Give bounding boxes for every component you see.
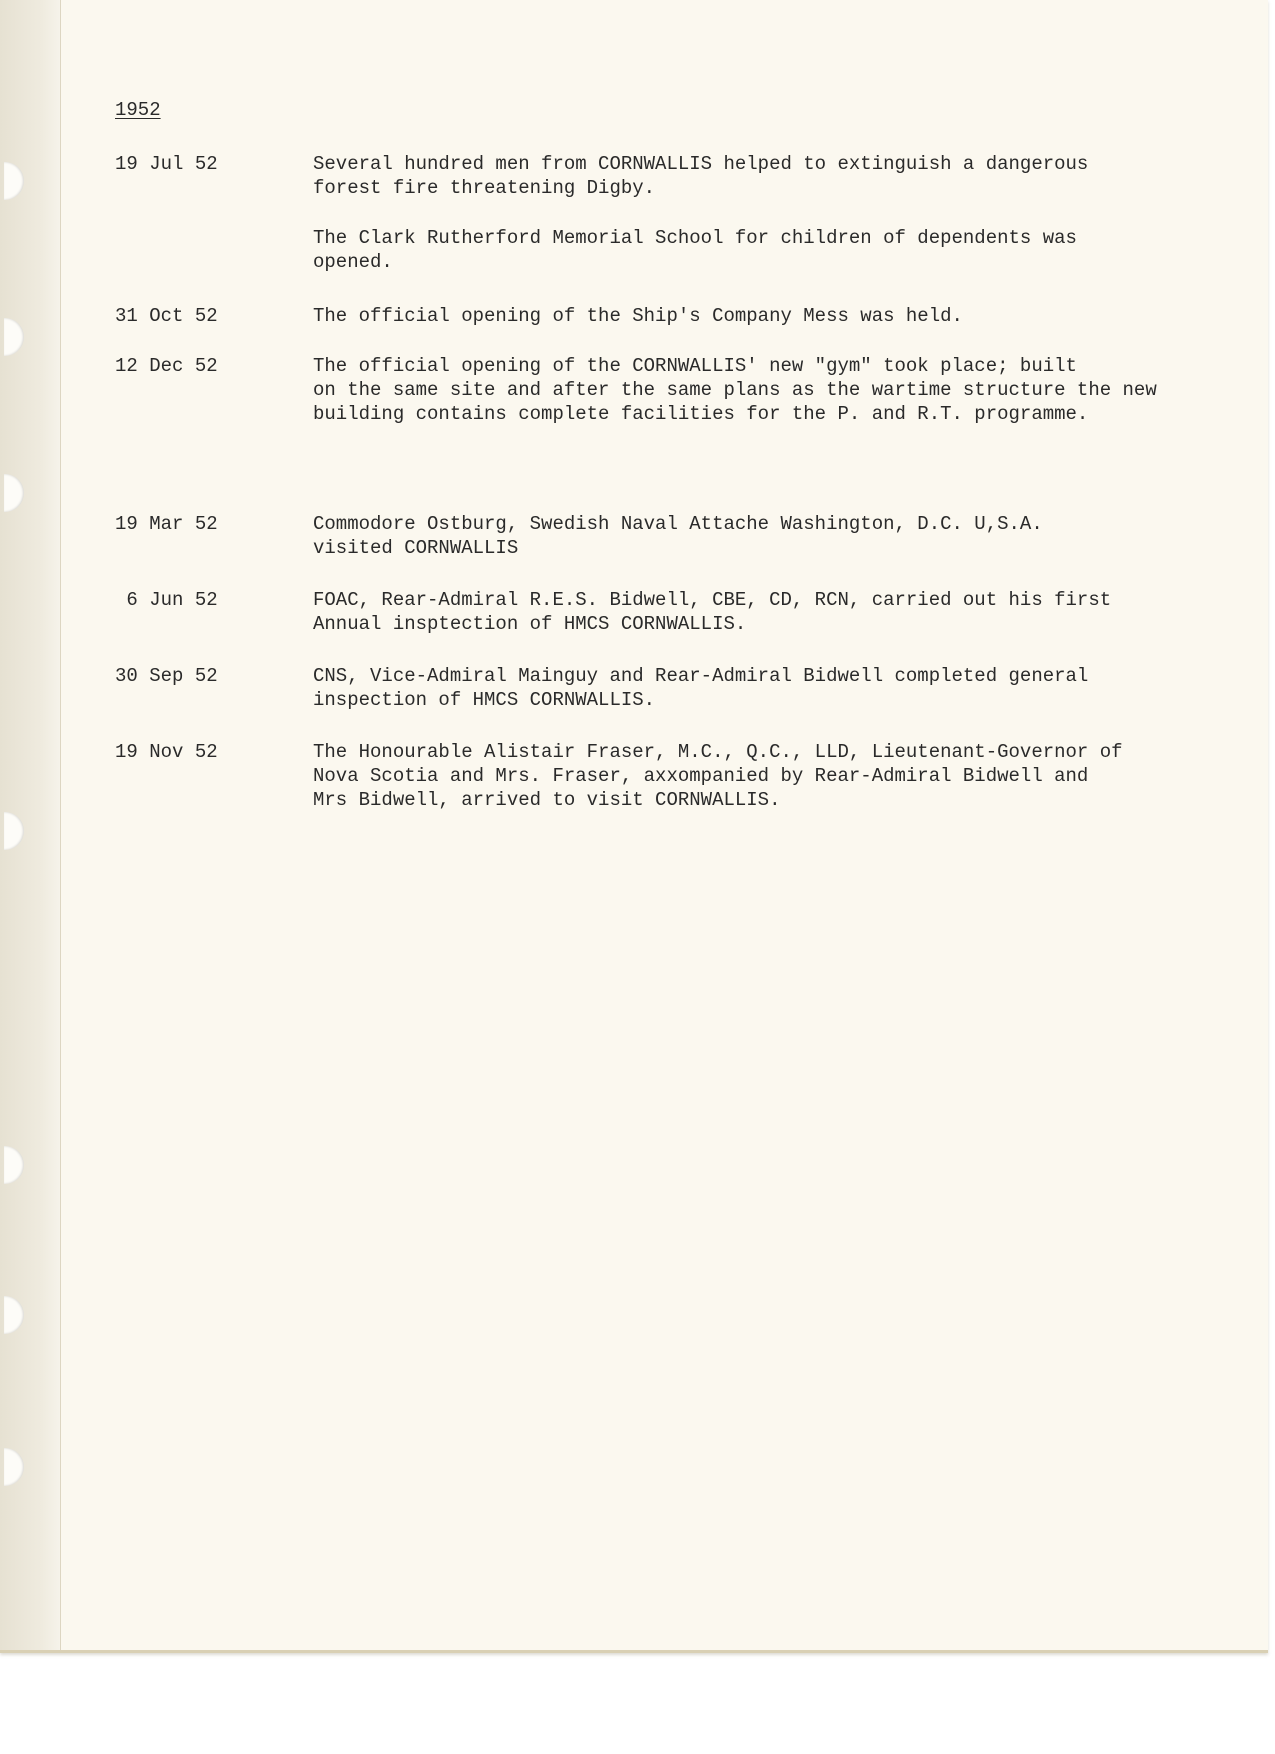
entry-line: visited CORNWALLIS	[313, 537, 519, 559]
punch-hole	[4, 1146, 24, 1184]
entry-line: opened.	[313, 251, 393, 273]
punch-hole	[4, 474, 24, 512]
punch-hole	[4, 1448, 24, 1486]
entry-line: building contains complete facilities for the P. and R.T. programme.	[313, 403, 1089, 425]
punch-hole	[4, 162, 24, 200]
entry-text	[313, 354, 1233, 426]
punch-hole	[4, 318, 24, 356]
entry-date: 6 Jun 52	[115, 589, 218, 611]
entry-line: The official opening of the CORNWALLIS' new "gym" took place; built	[313, 355, 1077, 377]
entry-text	[313, 512, 1233, 560]
entry-line: Annual insptection of HMCS CORNWALLIS.	[313, 613, 747, 635]
entry-line: Commodore Ostburg, Swedish Naval Attache Washington, D.C. U,S.A.	[313, 513, 1043, 535]
entry-text	[313, 664, 1233, 712]
entry-line: The official opening of the Ship's Company Mess was held.	[313, 305, 963, 327]
binder-strip	[0, 0, 61, 1650]
punch-hole	[4, 1296, 24, 1334]
entry-text	[313, 304, 1233, 328]
entry-text	[313, 152, 1233, 200]
year-heading: 1952	[115, 99, 161, 121]
entry-line: Several hundred men from CORNWALLIS helped to extinguish a dangerous	[313, 153, 1089, 175]
entry-line: Mrs Bidwell, arrived to visit CORNWALLIS.	[313, 789, 781, 811]
entry-line: The Honourable Alistair Fraser, M.C., Q.C., LLD, Lieutenant-Governor of	[313, 741, 1123, 763]
entry-date: 30 Sep 52	[115, 665, 218, 687]
entry-date: 19 Jul 52	[115, 153, 218, 175]
entry-date: 12 Dec 52	[115, 355, 218, 377]
entry-line: Nova Scotia and Mrs. Fraser, axxompanied by Rear-Admiral Bidwell and	[313, 765, 1089, 787]
entry-date: 19 Nov 52	[115, 741, 218, 763]
punch-hole	[4, 812, 24, 850]
entry-line: FOAC, Rear-Admiral R.E.S. Bidwell, CBE, CD, RCN, carried out his first	[313, 589, 1112, 611]
entry-date: 31 Oct 52	[115, 305, 218, 327]
chronology-content	[115, 98, 1235, 811]
entry-text	[313, 588, 1233, 636]
entry-text	[313, 226, 1233, 274]
entry-text	[313, 740, 1233, 812]
entry-line: CNS, Vice-Admiral Mainguy and Rear-Admiral Bidwell completed general	[313, 665, 1089, 687]
entry-line: on the same site and after the same plans as the wartime structure the new	[313, 379, 1157, 401]
entry-line: The Clark Rutherford Memorial School for children of dependents was	[313, 227, 1077, 249]
entry-date: 19 Mar 52	[115, 513, 218, 535]
entry-line: forest fire threatening Digby.	[313, 177, 656, 199]
entry-line: inspection of HMCS CORNWALLIS.	[313, 689, 656, 711]
